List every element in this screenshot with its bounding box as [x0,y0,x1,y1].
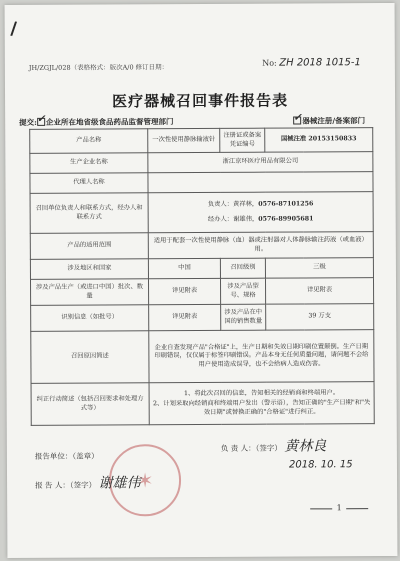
principal-signature-line [221,435,327,456]
reporter-unit-label: 报告单位：（盖章） [34,451,99,461]
identity-value: 详见附表 [149,304,221,330]
batch-label: 涉及产品生产（或进口中国）批次、数量 [30,279,148,306]
manufacturer-label: 生产企业名称 [30,153,148,174]
recall-report-table [29,127,375,426]
scope-label: 产品的适用范围 [30,233,148,260]
identity-label: 识别信息（如批号） [31,305,149,332]
table-row [30,258,373,280]
table-row [30,128,373,154]
reporter-signature-line [35,472,141,493]
reporter-signature-label: 报 告 人：（签字） [35,480,97,490]
page-title: 医疗器械召回事件报告表 [111,91,289,111]
submit-target-right: 器械注册/备案部门 [302,116,366,126]
handler-phone: 0576-89905681 [258,214,314,223]
reporter-signature: 谢雄伟 [98,475,141,492]
product-name-label: 产品名称 [30,129,148,154]
form-code: JH/ZGJL/028（表格格式：版次A/0 修订日期： [28,63,169,72]
principal-phone: 0576-87101256 [258,200,314,208]
sales-label: 涉及产品在中国的销售数量 [221,304,266,330]
contact-label: 召回单位负责人和联系方式，经办人和联系方式 [30,193,148,234]
table-row [31,382,374,426]
correction-line-2: 2、计划采取向经销商和终端用户发出（警示语），告知正确的"生产日期"和"失效日期"或替换正确的"合格证"进行纠正。 [152,399,371,416]
submit-prefix: 提交: [19,117,37,127]
table-row [30,172,373,194]
principal-label: 负责人： [207,200,234,208]
region-value: 中国 [148,258,220,278]
registration-label: 注册证或备案凭证编号 [220,128,265,152]
checkbox-checked-icon[interactable] [293,116,301,124]
recall-level-label: 召回级别 [220,258,265,278]
table-row [30,192,373,234]
agent-label: 代理人名称 [30,173,148,194]
contact-value [148,192,373,233]
document-number-value: ZH 2018 1015-1 [279,57,361,69]
handwritten-mark: I [9,16,19,42]
principal-line [152,200,370,210]
table-row [30,152,373,174]
document-page [5,3,398,558]
submit-target-right-line [293,115,365,126]
document-number-label: No: [262,58,277,68]
reporter-unit-line [35,451,99,462]
checkbox-checked-icon[interactable] [37,118,45,126]
product-name-value: 一次性使用静脉输液针 [148,128,220,152]
batch-value: 详见附表 [148,278,220,304]
manufacturer-value: 浙江京环医疗用品有限公司 [148,152,373,173]
handler-line [152,215,370,225]
submit-target-left: 企业所在地省级食品药品监督管理部门 [45,117,174,127]
document-number [262,57,361,69]
principal-name: 黄祥林， [232,200,259,208]
agent-value [148,172,373,193]
table-row [31,304,374,332]
sales-value: 39 万支 [266,304,374,331]
handler-name: 谢雄伟， [233,215,259,223]
principal-signature: 黄林良 [284,438,327,455]
spec-label: 涉及产品型号、规格 [220,278,265,304]
recall-level-value: 三级 [265,258,373,279]
principal-signature-label: 负 责 人：（签字） [220,443,282,453]
table-row [30,278,373,306]
spec-value: 详见附表 [265,278,373,305]
correction-line-1: 1、将此次召回的信息，告知相关的经销商和终端用户。 [184,389,340,397]
page-number: 1 [305,503,373,512]
table-row [31,330,374,384]
table-row [30,232,373,260]
reason-label: 召回原因简述 [31,331,149,384]
reason-value: 企业自查发现产品"合格证"上，生产日期和失效日期印刷位置颠倒。生产日期印刷错误，仅仅属于标签印刷错误。产品本身无任何质量问题，请问题不会给用户使用造成误导，也不会给病人造成伤害。 [149,330,374,383]
scope-value: 适用于配套一次性使用静脉（血）器或注射器对人体静脉输注药液（或血液）用。 [148,232,373,259]
handler-label: 经办人： [207,215,234,223]
correction-label: 纠正行动简述（包括召回要求和处理方式等） [31,383,149,426]
correction-value [149,382,374,425]
company-seal-stamp: ✶ [109,444,181,516]
region-label: 涉及地区和国家 [30,259,148,280]
submit-line [19,116,173,128]
registration-value: 国械注准 20153150833 [265,128,373,153]
report-date: 2018. 10. 15 [288,459,353,471]
